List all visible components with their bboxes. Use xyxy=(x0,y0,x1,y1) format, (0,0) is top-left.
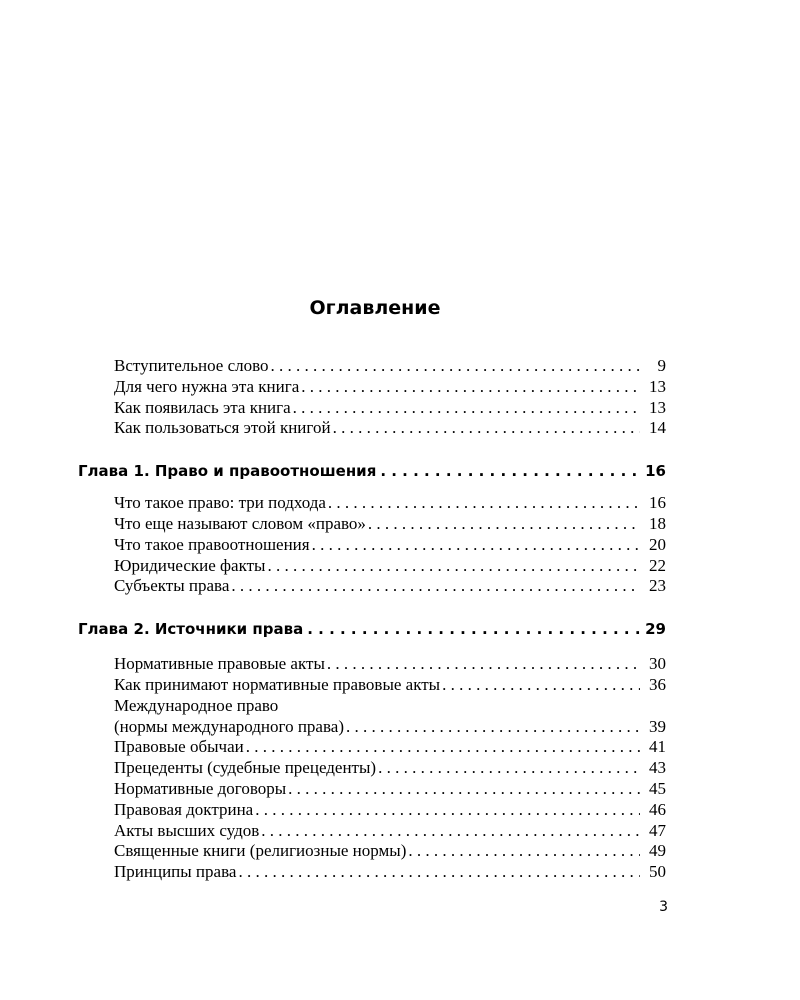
toc-entry[interactable] xyxy=(78,356,666,377)
toc-entry-label: Субъекты права xyxy=(114,576,230,596)
dot-leader xyxy=(267,556,640,577)
toc-entry-page: 43 xyxy=(649,758,666,778)
toc-entry-label: Что еще называют словом «право» xyxy=(114,513,366,533)
dot-leader xyxy=(246,737,640,758)
toc-entry[interactable] xyxy=(78,514,666,535)
toc-entry-label: Правовые обычаи xyxy=(114,737,244,757)
chapter-page: 16 xyxy=(645,462,666,481)
toc-entry-page: 39 xyxy=(649,716,666,736)
toc-entry[interactable] xyxy=(78,696,666,717)
chapter-page: 29 xyxy=(645,620,666,639)
toc-entry-page: 47 xyxy=(649,820,666,840)
toc-entry-label: Юридические факты xyxy=(114,555,266,575)
toc-entry[interactable] xyxy=(78,758,666,779)
toc-entry[interactable] xyxy=(78,737,666,758)
dot-leader xyxy=(380,461,641,481)
toc-entry-page: 9 xyxy=(657,356,666,375)
toc-entry-label: Что такое право: три подхода xyxy=(114,493,326,513)
toc-chapter-2[interactable] xyxy=(78,619,666,639)
dot-leader xyxy=(271,356,640,377)
toc-entry-label: (нормы международного права) xyxy=(114,716,344,736)
toc-entry-page: 36 xyxy=(649,674,666,694)
dot-leader xyxy=(327,654,640,675)
chapter-title: Глава 1. Право и правоотношения xyxy=(78,462,377,481)
page-title: Оглавление xyxy=(309,297,441,319)
toc-entry-page: 41 xyxy=(649,737,666,757)
toc-entry[interactable] xyxy=(78,493,666,514)
dot-leader xyxy=(261,821,640,842)
dot-leader xyxy=(255,800,640,821)
toc-entry[interactable] xyxy=(78,800,666,821)
toc-entry[interactable] xyxy=(78,862,666,883)
dot-leader xyxy=(333,418,640,439)
dot-leader xyxy=(346,717,640,738)
toc-chapter-1-items xyxy=(78,493,666,597)
toc-entry[interactable] xyxy=(78,556,666,577)
toc-entry-page: 13 xyxy=(649,376,666,396)
toc-entry-page: 18 xyxy=(649,513,666,533)
dot-leader xyxy=(312,535,640,556)
toc-entry-page: 16 xyxy=(649,493,666,513)
dot-leader xyxy=(328,493,640,514)
toc-entry[interactable] xyxy=(78,717,666,738)
toc-entry-label: Нормативные договоры xyxy=(114,778,287,798)
toc-entry[interactable] xyxy=(78,675,666,696)
toc-entry-label: Акты высших судов xyxy=(114,820,260,840)
toc-entry-label: Как принимают нормативные правовые акты xyxy=(114,674,441,694)
toc-entry-label: Нормативные правовые акты xyxy=(114,654,325,674)
toc-entry-label: Правовая доктрина xyxy=(114,799,254,819)
toc-entry-label: Вступительное слово xyxy=(114,356,269,375)
toc-entry-page: 45 xyxy=(649,778,666,798)
toc-entry-label: Как пользоваться этой книгой xyxy=(114,418,331,438)
toc-entry[interactable] xyxy=(78,398,666,419)
toc-chapter-1[interactable] xyxy=(78,461,666,481)
toc-entry-label: Принципы права xyxy=(114,862,237,882)
toc-entry-page: 23 xyxy=(649,576,666,596)
toc-entry-page: 46 xyxy=(649,799,666,819)
toc-entry-page: 30 xyxy=(649,654,666,674)
toc-entry-label: Международное право xyxy=(114,695,279,715)
toc-entry-page: 20 xyxy=(649,534,666,554)
dot-leader xyxy=(301,377,640,398)
toc-entry[interactable] xyxy=(78,576,666,597)
page-number: 3 xyxy=(659,899,668,915)
dot-leader xyxy=(307,619,641,639)
dot-leader xyxy=(293,398,640,419)
toc-entry-label: Прецеденты (судебные прецеденты) xyxy=(114,758,377,778)
toc-entry-page: 13 xyxy=(649,397,666,417)
toc-chapter-2-items xyxy=(78,654,666,883)
toc-entry-label: Священные книги (религиозные нормы) xyxy=(114,841,407,861)
toc-entry[interactable] xyxy=(78,841,666,862)
toc-entry-label: Что такое правоотношения xyxy=(114,534,310,554)
toc-intro-section xyxy=(78,356,666,439)
toc-entry[interactable] xyxy=(78,654,666,675)
toc-entry-label: Для чего нужна эта книга xyxy=(114,376,300,396)
dot-leader xyxy=(231,576,640,597)
chapter-title: Глава 2. Источники права xyxy=(78,620,304,639)
dot-leader xyxy=(368,514,640,535)
toc-entry[interactable] xyxy=(78,779,666,800)
toc-entry-page: 50 xyxy=(649,862,666,882)
toc-entry-page: 14 xyxy=(649,418,666,438)
dot-leader xyxy=(408,841,640,862)
dot-leader xyxy=(442,675,640,696)
dot-leader xyxy=(378,758,640,779)
dot-leader xyxy=(238,862,640,883)
toc-entry[interactable] xyxy=(78,535,666,556)
toc-entry-page: 22 xyxy=(649,555,666,575)
toc-entry[interactable] xyxy=(78,418,666,439)
toc-entry-label: Как появилась эта книга xyxy=(114,397,291,417)
toc-entry-page: 49 xyxy=(649,841,666,861)
toc-entry[interactable] xyxy=(78,821,666,842)
toc-entry[interactable] xyxy=(78,377,666,398)
dot-leader xyxy=(288,779,640,800)
table-of-contents xyxy=(78,356,666,883)
